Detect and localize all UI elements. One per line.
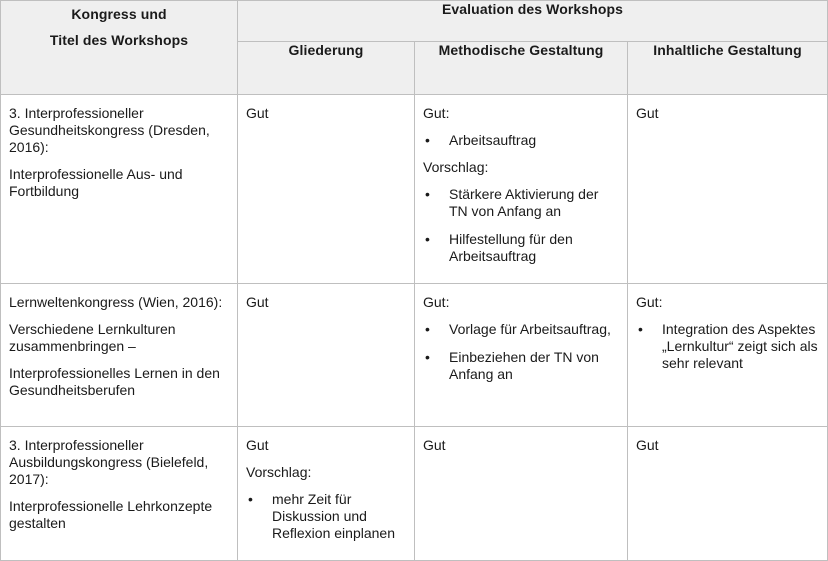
header-content: Inhaltliche Gestaltung <box>628 42 828 95</box>
congress-name: Lernweltenkongress (Wien, 2016): <box>9 294 223 310</box>
header-method: Methodische Gestaltung <box>415 42 628 95</box>
list-item: • Arbeitsauftrag <box>423 132 619 149</box>
suggestion-label: Vorschlag: <box>246 464 312 480</box>
structure-rating: Gut <box>246 437 269 453</box>
content-list <box>636 321 819 372</box>
structure-rating: Gut <box>246 105 269 121</box>
list-item: • mehr Zeit für Diskussion und Reflexion einplanen <box>246 491 406 542</box>
table-row <box>1 284 828 427</box>
congress-cell <box>1 95 238 284</box>
method-cell <box>415 284 628 427</box>
header-structure: Gliederung <box>238 42 415 95</box>
list-item: • Integration des Aspektes „Lernkultur“ zeigt sich als sehr relevant <box>636 321 819 372</box>
list-item: • Stärkere Aktivierung der TN von Anfang an <box>423 186 619 220</box>
structure-cell <box>238 284 415 427</box>
content-label: Gut: <box>636 294 663 310</box>
header-congress-title <box>1 1 238 95</box>
congress-name: 3. Interprofessioneller Gesundheitskongress (Dresden, 2016): <box>9 105 210 155</box>
workshop-title: Interprofessionelle Lehrkonzepte gestalten <box>9 498 213 531</box>
list-item: • Vorlage für Arbeitsauftrag, <box>423 321 619 338</box>
congress-cell <box>1 427 238 561</box>
workshop-title: Verschiedene Lernkulturen zusammenbringen – <box>9 321 176 354</box>
list-item: • Einbeziehen der TN von Anfang an <box>423 349 619 383</box>
method-label: Gut: <box>423 105 450 121</box>
method-rating: Gut <box>423 437 446 453</box>
congress-name: 3. Interprofessioneller Ausbildungskongress (Bielefeld, 2017): <box>9 437 209 487</box>
method-label: Gut: <box>423 294 450 310</box>
header-evaluation: Evaluation des Workshops <box>238 1 828 42</box>
content-cell <box>628 427 828 561</box>
method-list <box>423 321 619 383</box>
header-congress-line2: Titel des Workshops <box>49 32 189 48</box>
content-cell <box>628 284 828 427</box>
workshop-title: Interprofessionelle Aus- und Fortbildung <box>9 166 183 199</box>
method-list <box>423 132 619 149</box>
table-row <box>1 95 828 284</box>
table-row <box>1 427 828 561</box>
suggestion-list <box>423 186 619 265</box>
header-congress-line1: Kongress und <box>71 6 167 22</box>
structure-cell <box>238 427 415 561</box>
suggestion-list <box>246 491 406 542</box>
method-cell <box>415 427 628 561</box>
congress-cell <box>1 284 238 427</box>
list-item: • Hilfestellung für den Arbeitsauftrag <box>423 231 619 265</box>
content-rating: Gut <box>636 437 659 453</box>
method-cell <box>415 95 628 284</box>
content-rating: Gut <box>636 105 659 121</box>
structure-rating: Gut <box>246 294 269 310</box>
suggestion-label: Vorschlag: <box>423 159 489 175</box>
content-cell <box>628 95 828 284</box>
structure-cell <box>238 95 415 284</box>
workshop-subtitle: Interprofessionelles Lernen in den Gesundheitsberufen <box>9 365 220 398</box>
